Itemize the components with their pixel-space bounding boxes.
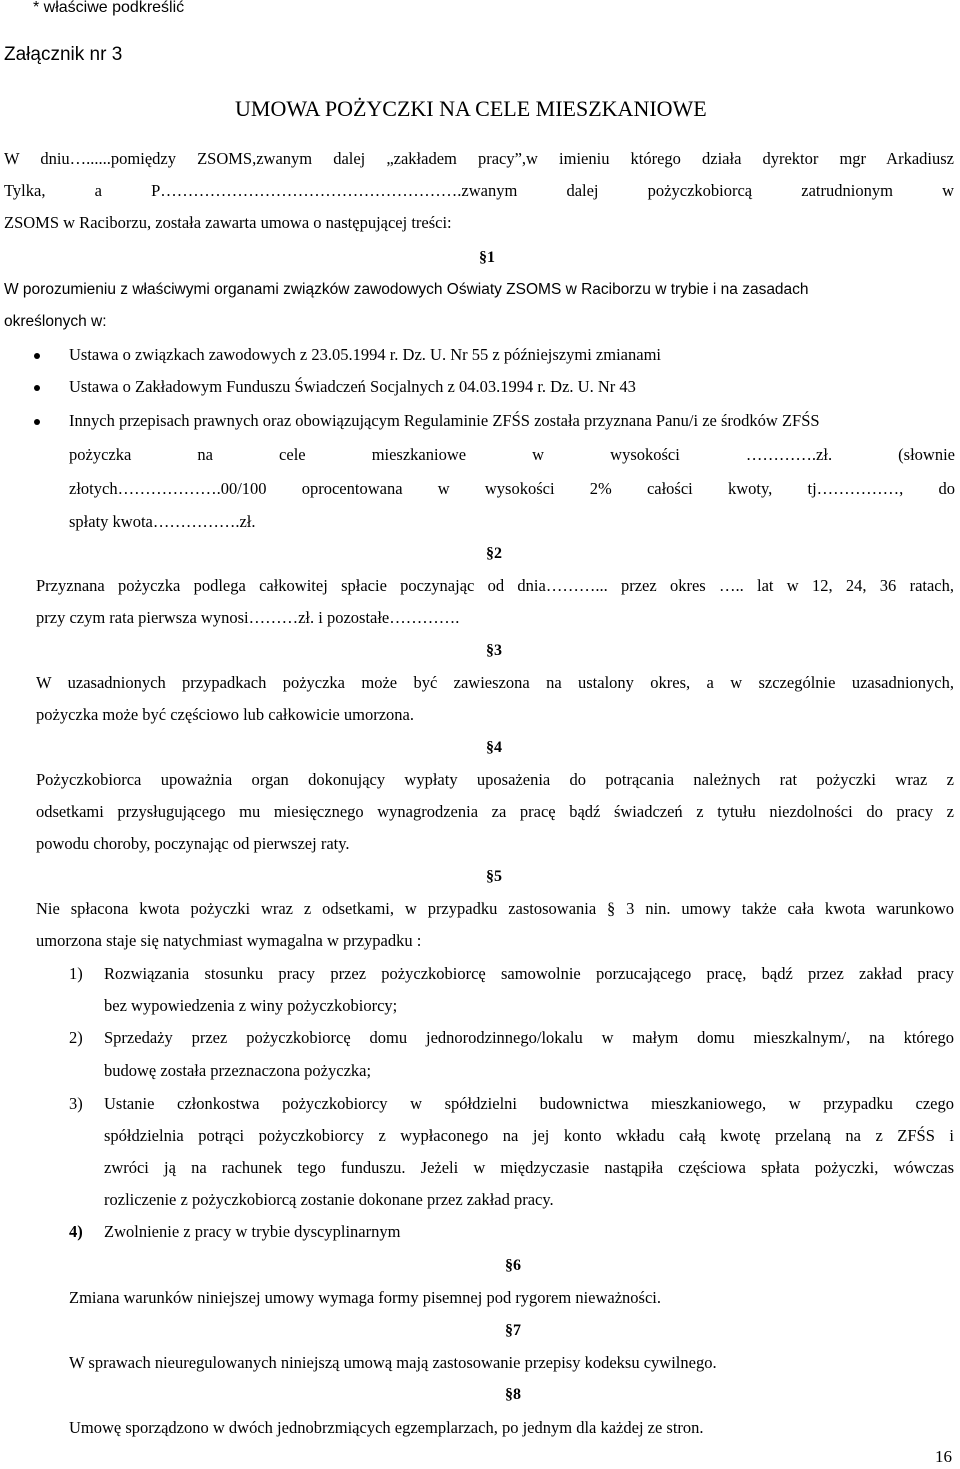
section-2-line-1: Przyznana pożyczka podlega całkowitej spłacie poczynając od dnia………... przez okres ….. lat w 12, 24, 36 ratach, <box>36 576 954 595</box>
section-3-sign: §3 <box>486 642 502 659</box>
list-item: spółdzielnia potrąci pożyczkobiorcy z wypłaconego na jej konto wkładu całą kwotę przelaną na z ZFŚS i <box>104 1126 954 1145</box>
section-1-line-1: W porozumieniu z właściwymi organami związków zawodowych Oświaty ZSOMS w Raciborzu w trybie i na zasadach <box>4 281 809 298</box>
intro-line-2: Tylka, a P……………………………………………….zwanym dalej pożyczkobiorcą zatrudnionym w <box>4 181 954 200</box>
list-item: Ustawa o związkach zawodowych z 23.05.1994 r. Dz. U. Nr 55 z późniejszymi zmianami <box>69 345 661 364</box>
document-title: UMOWA POŻYCZKI NA CELE MIESZKANIOWE <box>235 96 707 121</box>
section-7-line-1: W sprawach nieuregulowanych niniejszą umową mają zastosowanie przepisy kodeksu cywilnego. <box>69 1353 717 1372</box>
section-4-line-3: powodu choroby, poczynając od pierwszej raty. <box>36 834 350 853</box>
footnote-note: * właściwe podkreślić <box>33 0 185 16</box>
section-4-line-2: odsetkami przysługującego mu miesięcznego wynagrodzenia za pracę bądź świadczeń z tytułu niezdolności do pracy z <box>36 802 954 821</box>
list-item: zwróci ją na rachunek tego funduszu. Jeżeli w międzyczasie nastąpiła częściowa spłata pożyczki, wówczas <box>104 1158 954 1177</box>
section-5-line-1: Nie spłacona kwota pożyczki wraz z odsetkami, w przypadku zastosowania § 3 nin. umowy także cała kwota warunkowo <box>36 899 954 918</box>
list-item-number: 4) <box>69 1222 83 1241</box>
list-item: Ustanie członkostwa pożyczkobiorcy w spółdzielni budownictwa mieszkaniowego, w przypadku czego <box>104 1094 954 1113</box>
section-5-line-2: umorzona staje się natychmiast wymagalna w przypadku : <box>36 931 422 950</box>
list-item: Ustawa o Zakładowym Funduszu Świadczeń Socjalnych z 04.03.1994 r. Dz. U. Nr 43 <box>69 377 636 396</box>
section-1-line-2: określonych w: <box>4 313 107 330</box>
section-6-line-1: Zmiana warunków niniejszej umowy wymaga formy pisemnej pod rygorem nieważności. <box>69 1288 662 1307</box>
list-item: budowę została przeznaczona pożyczka; <box>104 1061 372 1080</box>
section-7-sign: §7 <box>505 1322 521 1339</box>
list-item-number: 3) <box>69 1094 83 1113</box>
list-item: bez wypowiedzenia z winy pożyczkobiorcy; <box>104 996 398 1015</box>
section-1-cont-1: pożyczka na cele mieszkaniowe w wysokości ………….zł. (słownie <box>69 445 955 464</box>
section-5-sign: §5 <box>486 868 502 885</box>
section-1-cont-2: złotych……………….00/100 oprocentowana w wysokości 2% całości kwoty, tj……………, do <box>69 479 955 498</box>
list-item: Sprzedaży przez pożyczkobiorcę domu jednorodzinnego/lokalu w małym domu mieszkalnym/, na którego <box>104 1028 954 1047</box>
section-2-sign: §2 <box>486 545 502 562</box>
list-item: Rozwiązania stosunku pracy przez pożyczkobiorcę samowolnie porzucającego pracę, bądź przez zakład pracy <box>104 964 954 983</box>
section-3-line-2: pożyczka może być częściowo lub całkowicie umorzona. <box>36 705 414 724</box>
section-8-line-1: Umowę sporządzono w dwóch jednobrzmiących egzemplarzach, po jednym dla każdej ze stron. <box>69 1418 704 1437</box>
section-1-cont-3: spłaty kwota…………….zł. <box>69 512 256 531</box>
intro-line-1: W dniu…......pomiędzy ZSOMS,zwanym dalej „zakładem pracy”,w imieniu którego działa dyrektor mgr Arkadiusz <box>4 149 954 168</box>
list-item-number: 2) <box>69 1028 83 1047</box>
intro-line-3: ZSOMS w Raciborzu, została zawarta umowa o następującej treści: <box>4 213 452 232</box>
section-3-line-1: W uzasadnionych przypadkach pożyczka może być zawieszona na ustalony okres, a w szczególnie uzasadnionych, <box>36 673 954 692</box>
section-6-sign: §6 <box>505 1257 521 1274</box>
annex-label: Załącznik nr 3 <box>4 44 123 65</box>
list-item: Innych przepisach prawnych oraz obowiązującym Regulaminie ZFŚS została przyznana Panu/i ze środków ZFŚS <box>69 411 820 430</box>
section-1-sign: §1 <box>479 249 495 266</box>
section-4-line-1: Pożyczkobiorca upoważnia organ dokonujący wypłaty uposażenia do potrącania należnych rat pożyczki wraz z <box>36 770 954 789</box>
page-number: 16 <box>935 1447 952 1466</box>
section-8-sign: §8 <box>505 1386 521 1403</box>
section-4-sign: §4 <box>486 739 502 756</box>
list-item-number: 1) <box>69 964 83 983</box>
list-item: Zwolnienie z pracy w trybie dyscyplinarnym <box>104 1222 401 1241</box>
list-item: rozliczenie z pożyczkobiorcą zostanie dokonane przez zakład pracy. <box>104 1190 554 1209</box>
section-2-line-2: przy czym rata pierwsza wynosi………zł. i pozostałe…………. <box>36 608 460 627</box>
